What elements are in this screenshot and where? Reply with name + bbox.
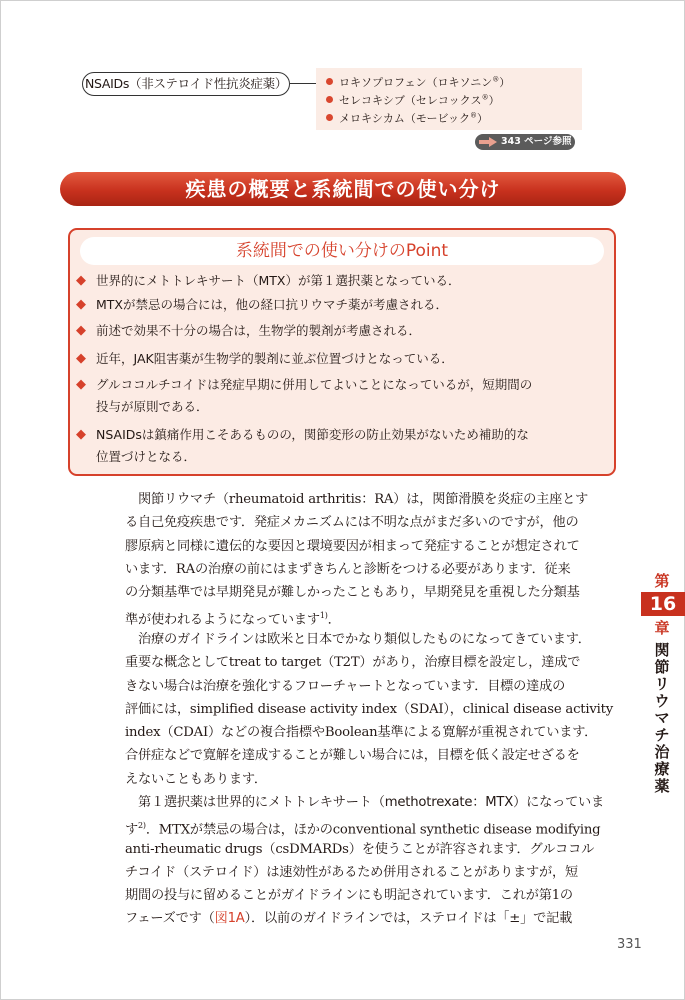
chapter-number: 16 (641, 592, 685, 616)
point-item: ◆ 近年，JAK阻害薬が生物学的製剤に並ぶ位置づけとなっている． (96, 348, 596, 370)
citation-ref[interactable]: 1) (319, 611, 328, 621)
chapter-title: 関 節 リ ウ マ チ 治 療 薬 (654, 641, 670, 795)
citation-ref[interactable]: 2) (138, 821, 146, 831)
diamond-bullet-icon: ◆ (76, 427, 86, 442)
point-item: ◆ 世界的にメトトレキサート（MTX）が第１選択薬となっている． (96, 270, 596, 292)
bullet-dot-icon (326, 78, 333, 85)
bullet-dot-icon (326, 114, 333, 121)
chapter-dai: 第 (654, 572, 670, 590)
drug-item: メロキシカム（モービック®） (326, 110, 488, 126)
chapter-sho: 章 (654, 619, 670, 637)
arrow-right-icon (479, 137, 497, 147)
diamond-bullet-icon: ◆ (76, 351, 86, 366)
point-item: ◆ NSAIDsは鎮痛作用こそあるものの，関節変形の防止効果がないため補助的な 位置づけとなる． (96, 424, 596, 468)
drug-item: セレコキシブ（セレコックス®） (326, 92, 500, 108)
bullet-dot-icon (326, 96, 333, 103)
section-heading: 疾患の概要と系統間での使い分け (60, 172, 626, 206)
drug-list-panel (316, 68, 582, 130)
page-reference-badge[interactable]: 343 ページ参照 (475, 134, 575, 150)
drug-item: ロキソプロフェン（ロキソニン®） (326, 74, 510, 90)
body-paragraph-3: 第１選択薬は世界的にメトトレキサート（methotrexate：MTX）になっていま す$^{2)}$．MTXが禁忌の場合は，ほかのconventional synthetic disease modifying anti-rheumatic drugs（csDMARDs）を使うことが許容されます．グルココル チコイド（ステロイド）は速効性があるため併用されることがありますが，短 期間の投与に留めることがガイドラインにも明記されています．これが第1の フェーズです（図1A）．以前のガイドラインでは，ステロイドは「±」で記載 (125, 795, 605, 927)
diamond-bullet-icon: ◆ (76, 273, 86, 288)
diamond-bullet-icon: ◆ (76, 323, 86, 338)
body-paragraph-2: 治療のガイドラインは欧米と日本でかなり類似したものになってきています． 重要な概念としてtreat to target（T2T）があり，治療目標を設定し，達成で きない場合は治療を強化するフローチャートとなっています．目標の達成の 評価には，simplified disease activity index（SDAI），clinical disease activity index（CDAI）などの複合指標やBoolean基準による寛解が重視されています． 合併症などで寛解を達成することが難しい場合には，目標を低く設定せざるを えないこともあります． (125, 632, 614, 787)
figure-reference-link[interactable]: 図1A (214, 911, 245, 927)
body-paragraph-1: 関節リウマチ（rheumatoid arthritis：RA）は，関節滑膜を炎症の主座とす る自己免疫疾患です．発症メカニズムには不明な点がまだ多いのですが，他の 膠原病と同様に遺伝的な要因と環境要因が相まって発症することが想定されて います．RAの治療の前にはまずきちんと診断をつける必要があります．従来 の分類基準では早期発見が難しかったこともあり，早期発見を重視した分類基 準が使われるようになっています$^{1)}$． (125, 492, 589, 628)
point-title: 系統間での使い分けのPoint (80, 237, 604, 265)
diamond-bullet-icon: ◆ (76, 297, 86, 312)
point-item: ◆ グルココルチコイドは発症早期に併用してよいことになっているが，短期間の 投与が原則である． (96, 374, 596, 418)
point-item: ◆ MTXが禁忌の場合には，他の経口抗リウマチ薬が考慮される． (96, 294, 596, 316)
point-box (68, 228, 616, 476)
page-number: 331 (617, 937, 642, 952)
connector-line (290, 83, 318, 84)
diamond-bullet-icon: ◆ (76, 377, 86, 392)
nsaids-label: NSAIDs（非ステロイド性抗炎症薬） (82, 72, 290, 96)
point-item: ◆ 前述で効果不十分の場合は，生物学的製剤が考慮される． (96, 320, 596, 342)
